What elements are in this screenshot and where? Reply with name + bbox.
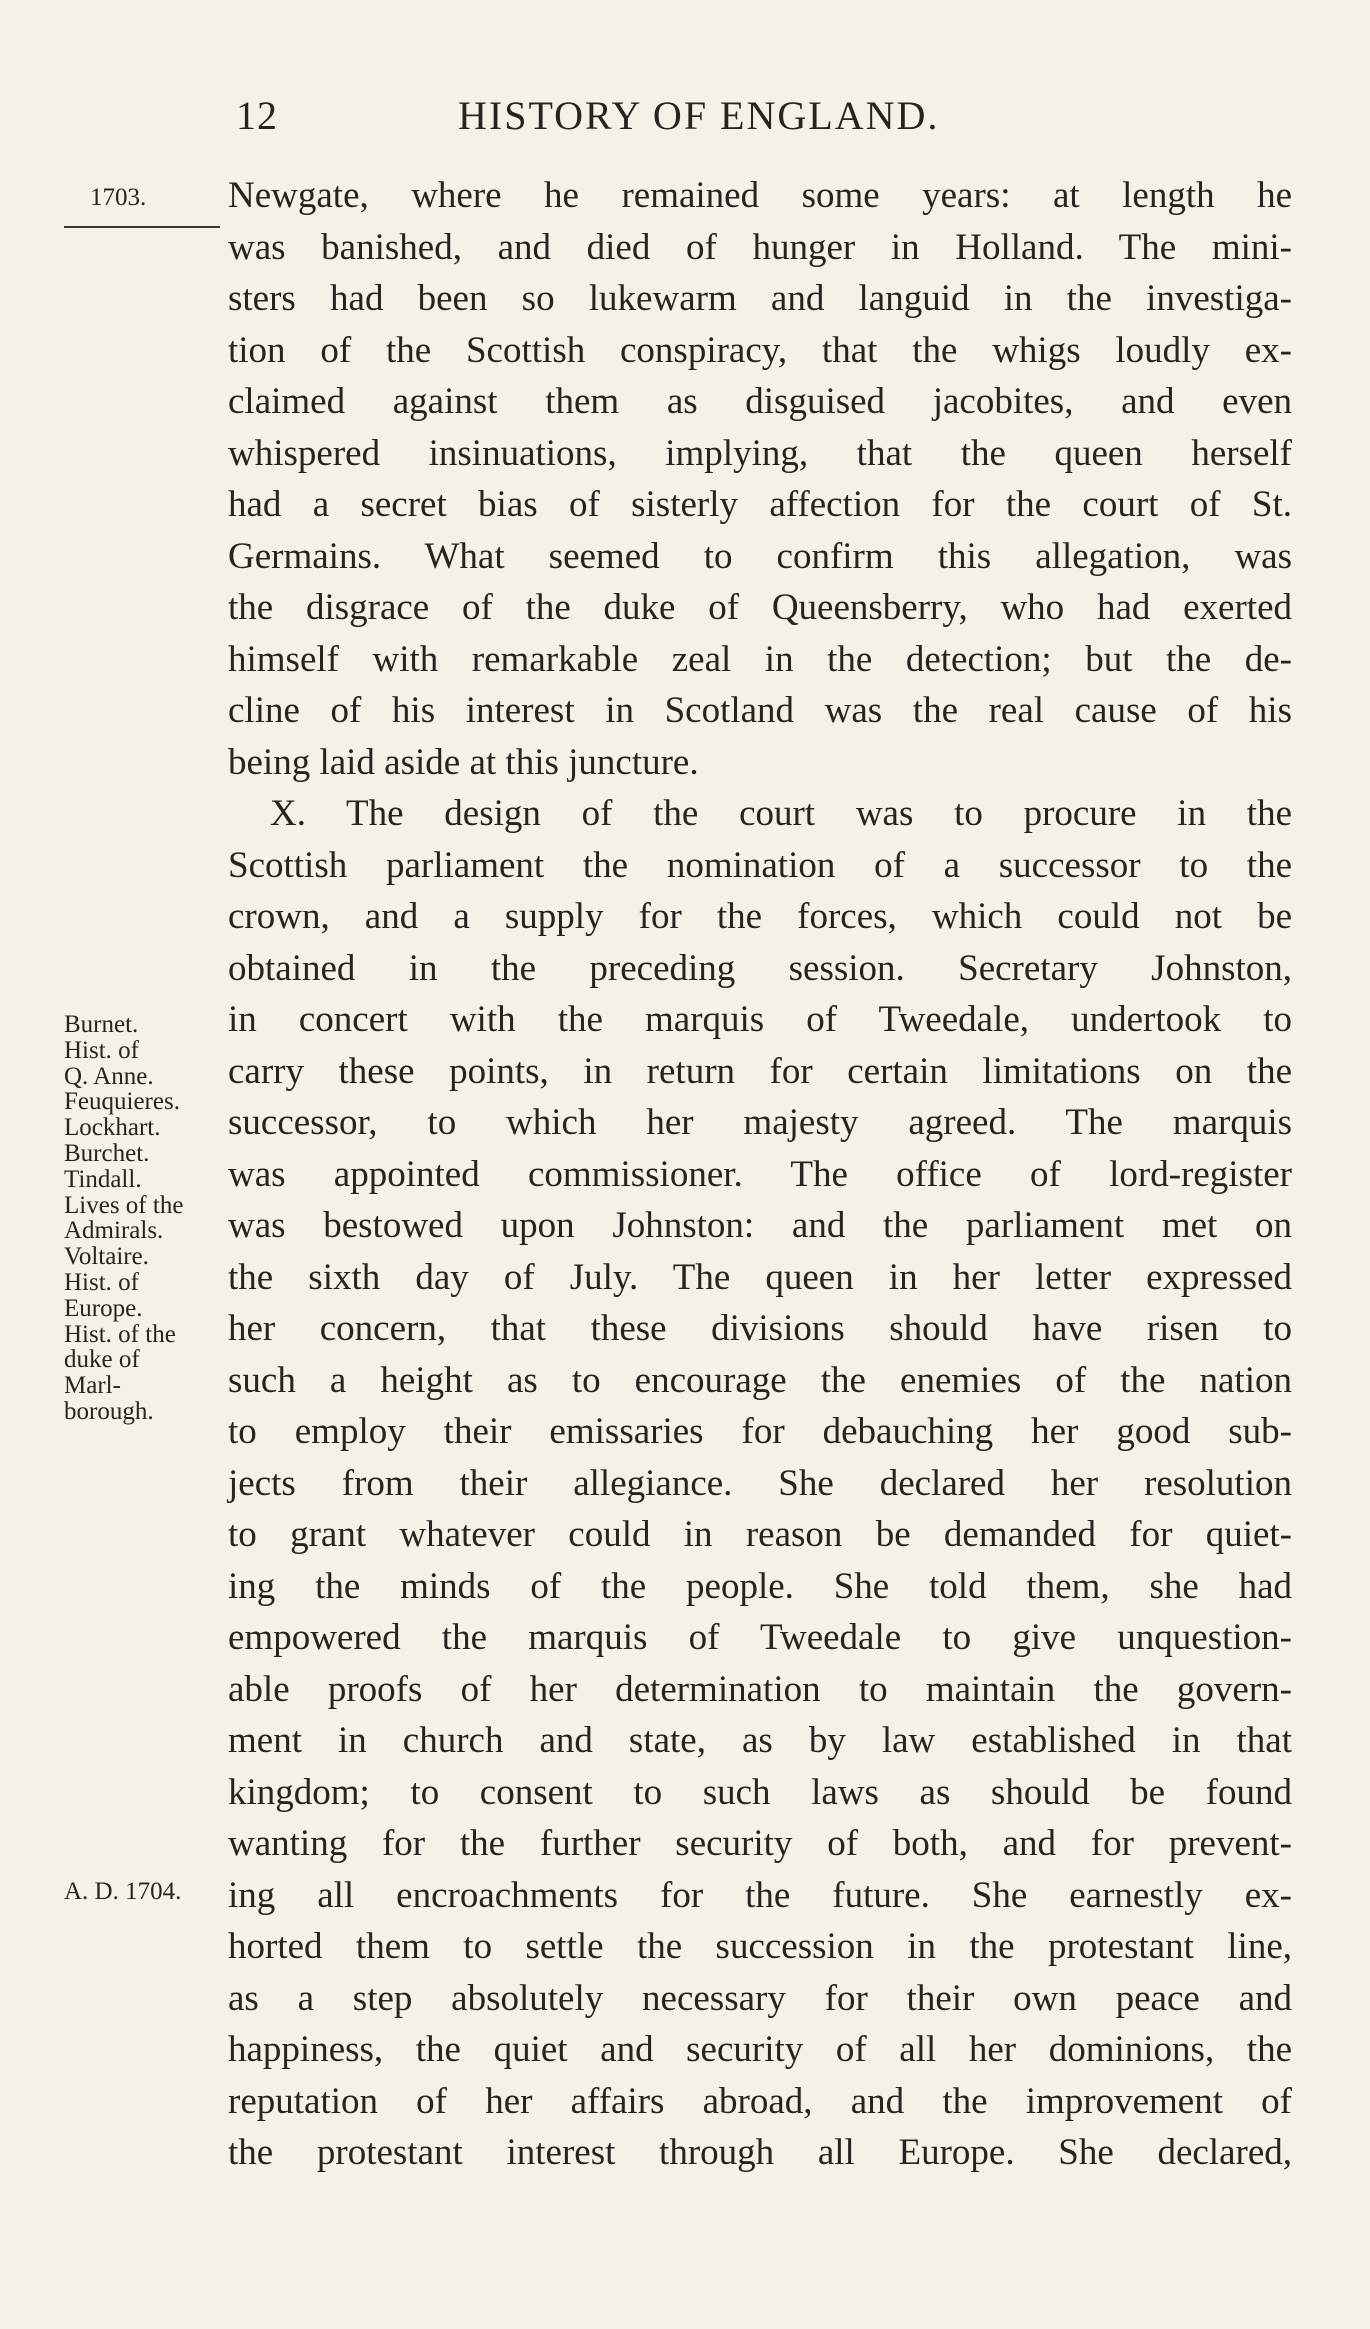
margin-note: borough.	[64, 1397, 154, 1425]
margin-note: Lockhart.	[64, 1114, 161, 1142]
year-divider-rule	[64, 226, 220, 228]
margin-note: Burchet.	[64, 1139, 150, 1167]
text-line: ment in church and state, as by law established in that	[228, 1720, 1292, 1761]
margin-note: Voltaire.	[64, 1243, 149, 1271]
text-line: the disgrace of the duke of Queensberry, who had exerted	[228, 587, 1292, 628]
text-line: wanting for the further security of both, and for prevent-	[228, 1823, 1292, 1864]
text-line: tion of the Scottish conspiracy, that the whigs loudly ex-	[228, 329, 1292, 371]
text-line: ing all encroachments for the future. She earnestly ex-	[228, 1874, 1292, 1916]
page-number: 12	[236, 93, 278, 138]
text-line: was bestowed upon Johnston: and the parliament met on	[228, 1205, 1292, 1246]
text-line: Germains. What seemed to confirm this allegation, was	[228, 535, 1292, 577]
text-line: Newgate, where he remained some years: at length he	[228, 175, 1292, 216]
text-line: had a secret bias of sisterly affection for the court of St.	[228, 484, 1292, 525]
text-line: was banished, and died of hunger in Holland. The mini-	[228, 226, 1292, 268]
margin-note: Burnet.	[64, 1011, 139, 1038]
margin-note: Q. Anne.	[64, 1062, 154, 1090]
margin-note: Admirals.	[64, 1217, 164, 1245]
text-line: to employ their emissaries for debauching her good sub-	[228, 1411, 1292, 1452]
text-line: cline of his interest in Scotland was the real cause of his	[228, 690, 1292, 731]
text-line: sters had been so lukewarm and languid in the investiga-	[228, 278, 1292, 319]
margin-note: Hist. of the	[64, 1320, 176, 1348]
text-line: claimed against them as disguised jacobites, and even	[228, 381, 1292, 422]
body-text	[228, 170, 1292, 2179]
margin-note: Marl-	[64, 1372, 121, 1400]
text-line: as a step absolutely necessary for their own peace and	[228, 1977, 1292, 2019]
margin-year-label: 1703.	[90, 184, 147, 211]
text-line: horted them to settle the succession in the protestant line,	[228, 1926, 1292, 1967]
text-line: reputation of her affairs abroad, and the improvement of	[228, 2080, 1292, 2122]
margin-note: duke of	[64, 1346, 140, 1374]
text-line: was appointed commissioner. The office of lord-register	[228, 1153, 1292, 1195]
text-line: himself with remarkable zeal in the detection; but the de-	[228, 638, 1292, 680]
section-start-line: X. The design of the court was to procure in the	[270, 793, 1292, 834]
margin-note: Feuquieres.	[64, 1088, 180, 1116]
running-head	[236, 92, 1036, 148]
text-line: kingdom; to consent to such laws as should be found	[228, 1771, 1292, 1813]
text-line: able proofs of her determination to maintain the govern-	[228, 1668, 1292, 1710]
text-line: ing the minds of the people. She told them, she had	[228, 1565, 1292, 1607]
text-line: the protestant interest through all Europe. She declared,	[228, 2132, 1292, 2173]
margin-note: Hist. of	[64, 1036, 139, 1064]
text-line: to grant whatever could in reason be demanded for quiet-	[228, 1514, 1292, 1555]
margin-ad-year-label: A. D. 1704.	[64, 1878, 182, 1905]
text-line: successor, to which her majesty agreed. The marquis	[228, 1102, 1292, 1143]
text-line: Scottish parliament the nomination of a successor to the	[228, 844, 1292, 886]
page-title: HISTORY OF ENGLAND.	[458, 93, 940, 138]
text-line: crown, and a supply for the forces, which could not be	[228, 896, 1292, 937]
margin-note: Tindall.	[64, 1165, 142, 1193]
margin-note: Lives of the	[64, 1191, 184, 1219]
text-line: being laid aside at this juncture.	[228, 741, 699, 783]
text-line: whispered insinuations, implying, that the queen herself	[228, 432, 1292, 474]
margin-note: Europe.	[64, 1294, 143, 1322]
text-line: such a height as to encourage the enemies of the nation	[228, 1359, 1292, 1401]
text-line: carry these points, in return for certain limitations on the	[228, 1050, 1292, 1092]
text-line: the sixth day of July. The queen in her letter expressed	[228, 1256, 1292, 1298]
margin-notes	[64, 1012, 234, 1425]
text-line: obtained in the preceding session. Secretary Johnston,	[228, 947, 1292, 989]
text-line: her concern, that these divisions should have risen to	[228, 1308, 1292, 1349]
margin-note: Hist. of	[64, 1268, 139, 1296]
text-line: happiness, the quiet and security of all her dominions, the	[228, 2029, 1292, 2070]
text-line: in concert with the marquis of Tweedale, undertook to	[228, 999, 1292, 1040]
text-line: empowered the marquis of Tweedale to give unquestion-	[228, 1617, 1292, 1658]
text-line: jects from their allegiance. She declared her resolution	[228, 1462, 1292, 1504]
